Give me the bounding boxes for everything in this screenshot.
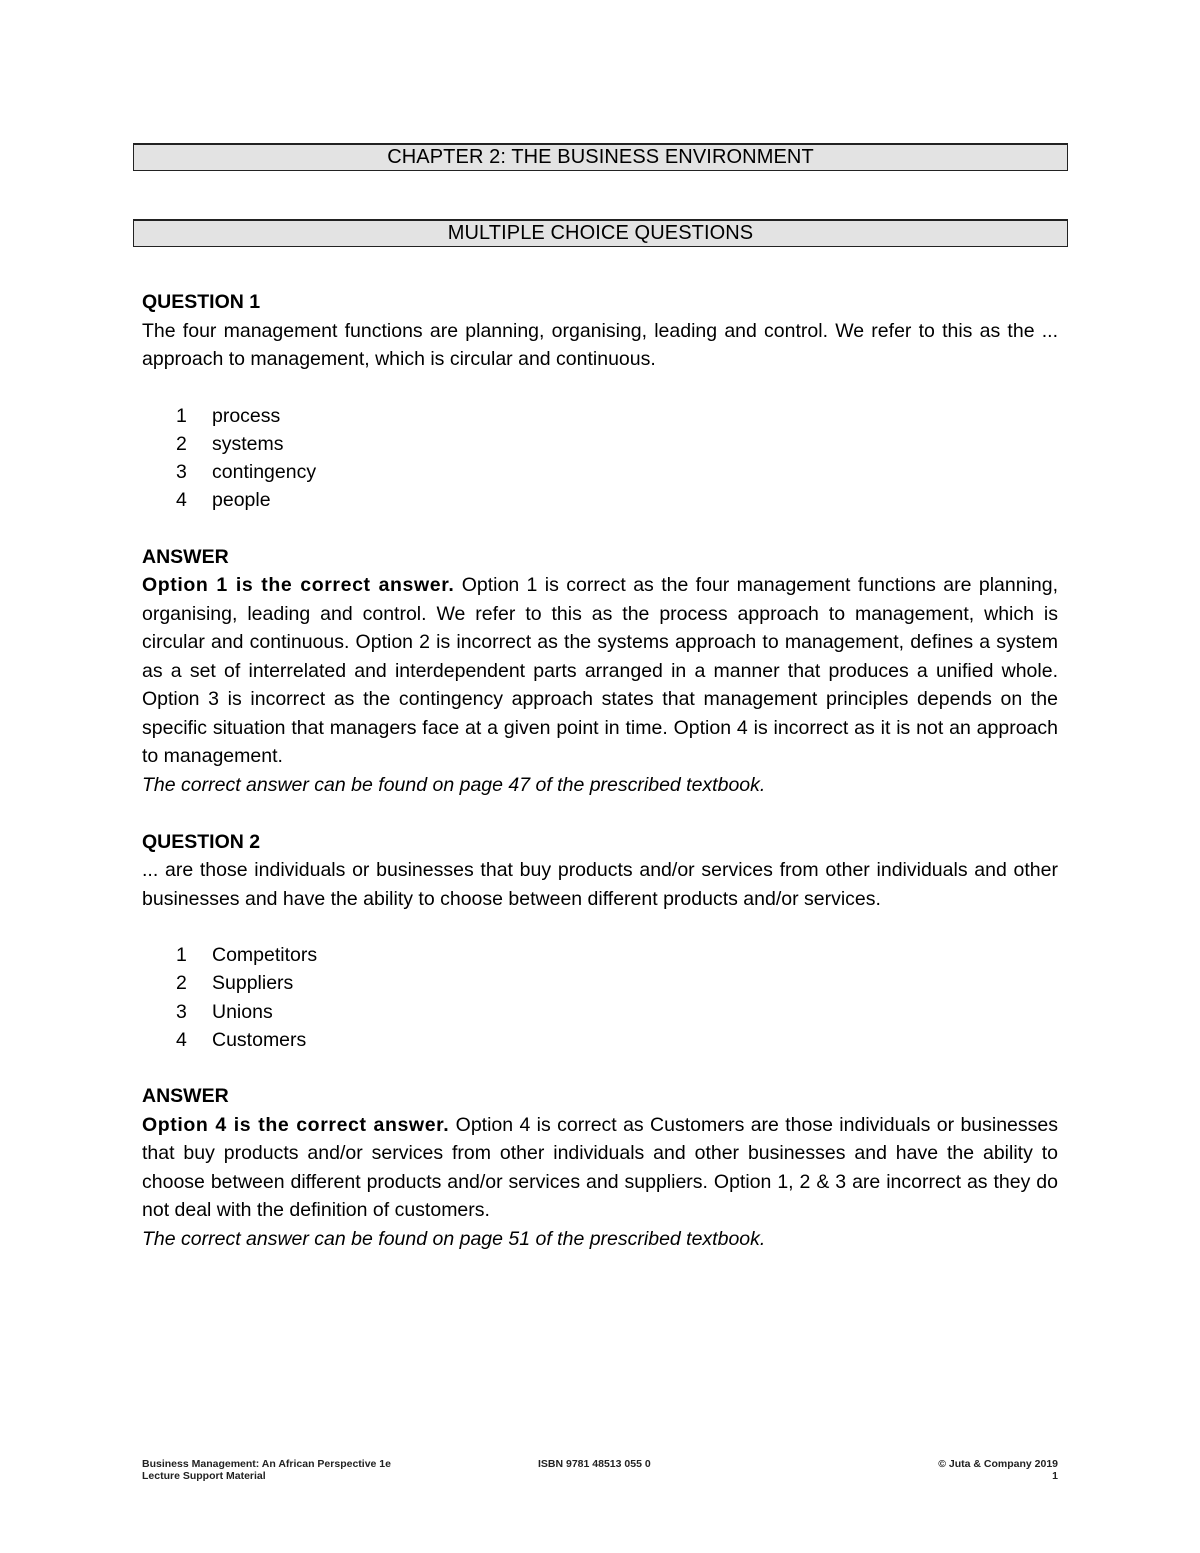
answer-heading: ANSWER [142,545,229,568]
chapter-title: CHAPTER 2: THE BUSINESS ENVIRONMENT [387,145,814,168]
answer-body: Option 4 is correct as Customers are those individuals or businesses that buy products and/or services from other individuals and other businesses and have the ability to choose between different products and/or services and suppliers. Option 1, 2 & 3 are incorrect as they do not deal with the definition of customers. [142,1113,1058,1222]
page-footer [142,1458,1058,1482]
question-block-2 [142,828,1058,1254]
footer-isbn: ISBN 9781 48513 055 0 [538,1458,651,1470]
option-text: Unions [212,1000,273,1023]
option-number: 3 [176,1000,187,1023]
footer-support-label: Lecture Support Material [142,1470,266,1482]
option-text: contingency [212,461,317,484]
option-text: Suppliers [212,972,294,995]
option-item [142,430,1058,458]
answer-lead: Option 1 is the correct answer. [142,574,455,597]
answer-heading: ANSWER [142,1085,229,1108]
option-item [142,1026,1058,1054]
answer-text [142,571,1058,771]
answer-lead: Option 4 is the correct answer. [142,1113,450,1136]
option-number: 3 [176,461,187,484]
option-number: 4 [176,489,187,512]
footer-copyright: © Juta & Company 2019 [938,1458,1058,1470]
option-item [142,969,1058,997]
option-item [142,458,1058,486]
question-stem: The four management functions are planning, organising, leading and control. We refer to this as the ... approach to management, which is circular and continuous. [142,319,1058,370]
option-item [142,486,1058,514]
option-text: systems [212,432,284,455]
answer-body: Option 1 is correct as the four management functions are planning, organising, leading and control. We refer to this as the process approach to management, which is circular and continuous. Option 2 is incorrect as the systems approach to management, defines a system as a set of interrelated and interdependent parts arranged in a manner that produces a unified whole. Option 3 is incorrect as the contingency approach states that management principles depends on the specific situation that managers face at a given point in time. Option 4 is incorrect as it is not an approach to management. [142,574,1059,768]
option-list [142,402,1058,515]
answer-text [142,1111,1058,1225]
option-text: people [212,489,271,512]
chapter-title-banner [133,143,1068,171]
section-title-banner [133,219,1068,247]
option-item [142,998,1058,1026]
answer-reference: The correct answer can be found on page 47 of the prescribed textbook. [142,773,766,796]
option-text: process [212,404,281,427]
questions-content [142,288,1058,1253]
answer-reference: The correct answer can be found on page 51 of the prescribed textbook. [142,1227,766,1250]
footer-page-number: 1 [1052,1470,1058,1482]
question-block-1 [142,288,1058,799]
question-heading: QUESTION 2 [142,830,261,853]
option-number: 2 [176,972,187,995]
option-item [142,402,1058,430]
option-number: 1 [176,404,187,427]
section-title: MULTIPLE CHOICE QUESTIONS [447,221,754,244]
question-heading: QUESTION 1 [142,291,261,313]
question-stem: ... are those individuals or businesses that buy products and/or services from other individuals and other businesses and have the ability to choose between different products and/or services. [142,859,1058,910]
option-list [142,941,1058,1054]
footer-book-title: Business Management: An African Perspective 1e [142,1458,391,1470]
option-text: Customers [212,1029,307,1052]
option-text: Competitors [212,944,318,967]
option-number: 1 [176,944,187,967]
option-number: 4 [176,1029,187,1052]
option-item [142,941,1058,969]
option-number: 2 [176,432,187,455]
